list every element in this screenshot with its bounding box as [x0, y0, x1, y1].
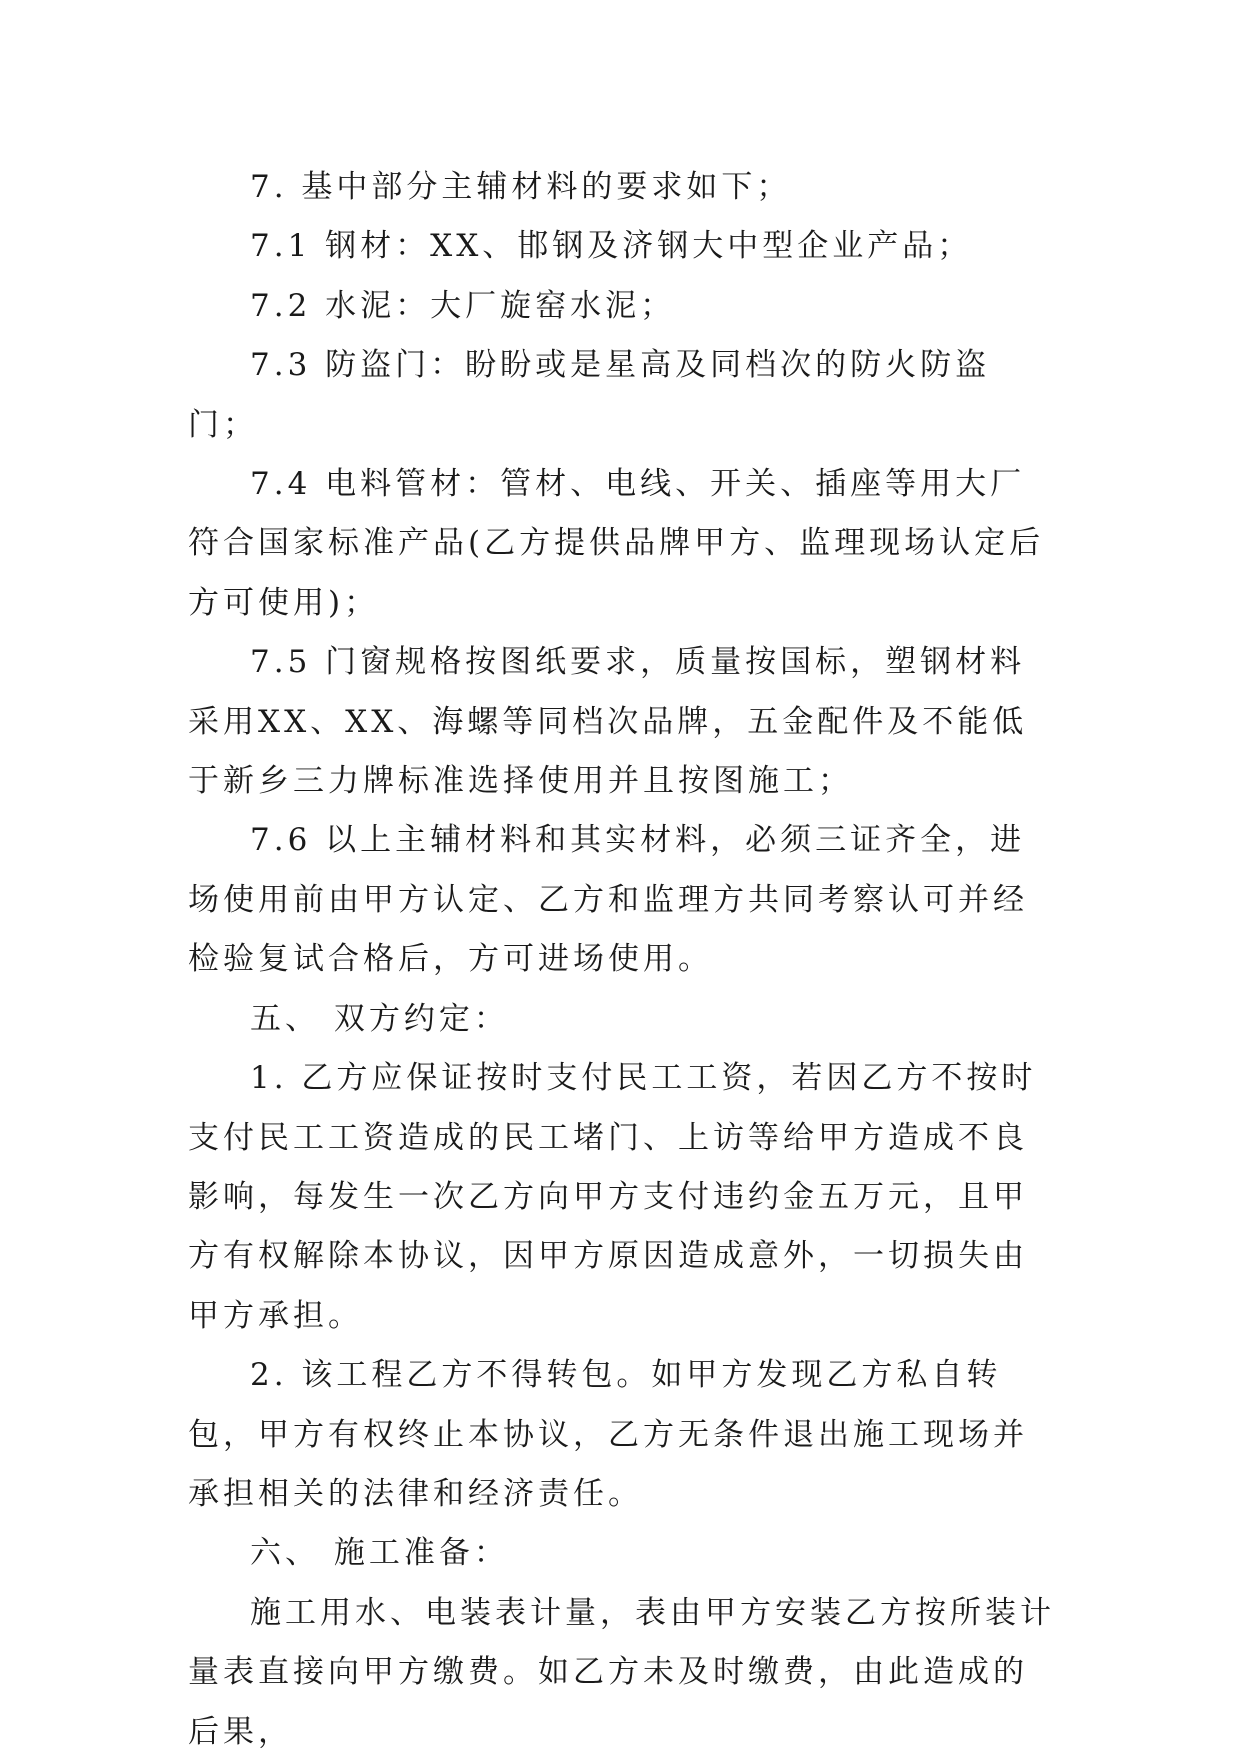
- wages-clause: 1. 乙方应保证按时支付民工工资，若因乙方不按时支付民工工资造成的民工堵门、上访等给甲方造成不良影响，每发生一次乙方向甲方支付违约金五万元，且甲方有权解除本协议，因甲方原因造成意外，一切损失由甲方承担。: [188, 1060, 1037, 1334]
- section-five-heading: 五、 双方约定：: [250, 1000, 509, 1037]
- security-door-requirement: 7.3 防盗门：盼盼或是星高及同档次的防火防盗门；: [188, 347, 991, 443]
- cement-requirement: 7.2 水泥：大厂旋窑水泥；: [250, 287, 676, 324]
- section-six-heading: 六、 施工准备：: [250, 1535, 509, 1572]
- doors-windows-requirement: 7.5 门窗规格按图纸要求，质量按国标，塑钢材料采用XX、XX、海螺等同档次品牌，五金配件及不能低于新乡三力牌标准选择使用并且按图施工；: [188, 644, 1028, 800]
- utilities-clause: 施工用水、电装表计量，表由甲方安装乙方按所装计量表直接向甲方缴费。如乙方未及时缴费，由此造成的后果，: [188, 1594, 1055, 1750]
- subcontract-clause: 2. 该工程乙方不得转包。如甲方发现乙方私自转包，甲方有权终止本协议，乙方无条件退出施工现场并承担相关的法律和经济责任。: [188, 1357, 1028, 1512]
- document-body: [188, 158, 1056, 1762]
- materials-certification-requirement: 7.6 以上主辅材料和其实材料，必须三证齐全，进场使用前由甲方认定、乙方和监理方共同考察认可并经检验复试合格后，方可进场使用。: [188, 822, 1028, 978]
- electrical-materials-requirement: 7.4 电料管材：管材、电线、开关、插座等用大厂符合国家标准产品(乙方提供品牌甲方、监理现场认定后方可使用)；: [188, 466, 1045, 621]
- steel-requirement: 7.1 钢材：XX、邯钢及济钢大中型企业产品；: [250, 228, 973, 265]
- material-requirements-heading: 7. 基中部分主辅材料的要求如下；: [250, 169, 792, 205]
